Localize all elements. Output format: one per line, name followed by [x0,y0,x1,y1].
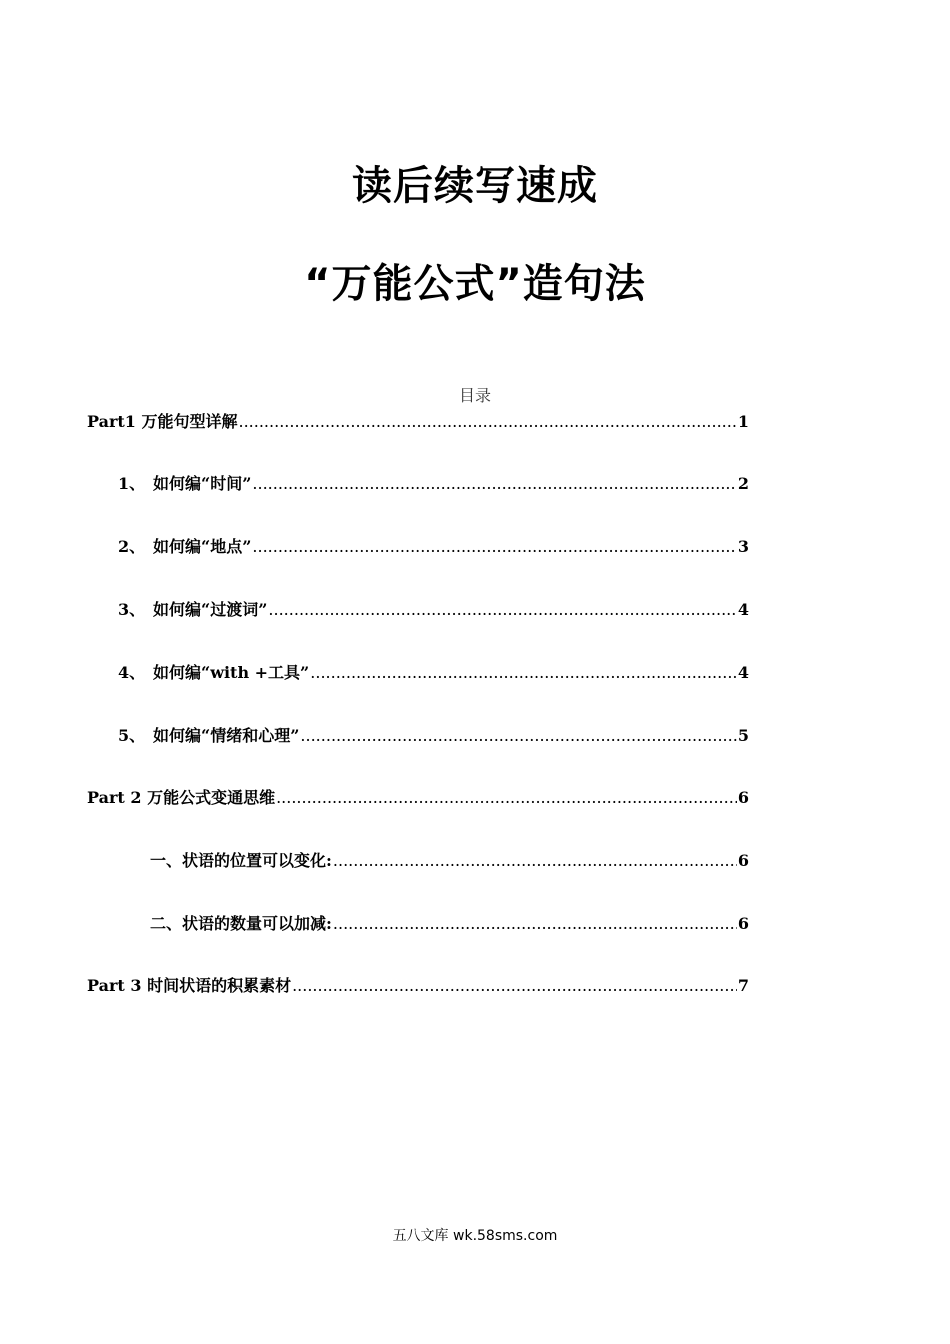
toc-entry-label: Part1 万能句型详解 [87,412,238,431]
toc-entry-label: 如何编“地点” [153,537,252,556]
toc-entry-number: 4、 [118,663,146,682]
toc-page-number: 4 [737,663,749,682]
toc-page-number: 4 [737,600,749,619]
toc-entry-emotion[interactable] [118,725,749,747]
toc-entry-label: Part 3 时间状语的积累素材 [87,976,292,995]
toc-dot-leader [300,725,736,747]
toc-dot-leader [333,850,737,872]
toc-dot-leader [276,787,737,809]
document-subtitle: “万能公式”造句法 [304,261,646,307]
toc-entry-transition[interactable] [118,599,749,621]
toc-dot-leader [310,662,737,684]
page-footer: 五八文库 wk.58sms.com [392,1228,558,1244]
toc-entry-time[interactable] [118,473,749,495]
toc-dot-leader [333,913,737,935]
toc-dot-leader [239,411,737,433]
toc-dot-leader [252,536,736,558]
toc-page-number: 7 [737,976,749,995]
toc-entry-label: 如何编“时间” [153,474,252,493]
toc-page-number: 6 [737,851,749,870]
toc-entry-number: 1、 [118,474,146,493]
toc-entry-label: Part 2 万能公式变通思维 [87,788,276,807]
toc-entry-number: 2、 [118,537,146,556]
toc-entry-label: 如何编“过渡词” [153,600,268,619]
toc-dot-leader [292,975,737,997]
toc-entry-with-tool[interactable] [118,662,749,684]
toc-page-number: 6 [737,914,749,933]
toc-heading: 目录 [458,386,491,405]
toc-entry-label: 如何编“情绪和心理” [153,726,300,745]
toc-entry-part3[interactable] [87,975,749,997]
toc-entry-adverbial-count[interactable] [150,913,749,935]
toc-dot-leader [252,473,736,495]
toc-page-number: 6 [737,788,749,807]
toc-page-number: 3 [737,537,749,556]
toc-entry-label: 如何编“with +工具” [153,663,310,682]
toc-page-number: 5 [737,726,749,745]
toc-page-number: 1 [737,412,749,431]
toc-entry-part1[interactable] [87,411,749,433]
toc-page-number: 2 [737,474,749,493]
toc-entry-number: 3、 [118,600,146,619]
toc-entry-part2[interactable] [87,787,749,809]
document-title: 读后续写速成 [352,163,598,209]
toc-dot-leader [268,599,736,621]
toc-entry-label: 一、状语的位置可以变化: [150,851,332,870]
toc-entry-number: 5、 [118,726,146,745]
toc-entry-label: 二、状语的数量可以加减: [150,914,332,933]
toc-entry-place[interactable] [118,536,749,558]
toc-entry-adverbial-position[interactable] [150,850,749,872]
